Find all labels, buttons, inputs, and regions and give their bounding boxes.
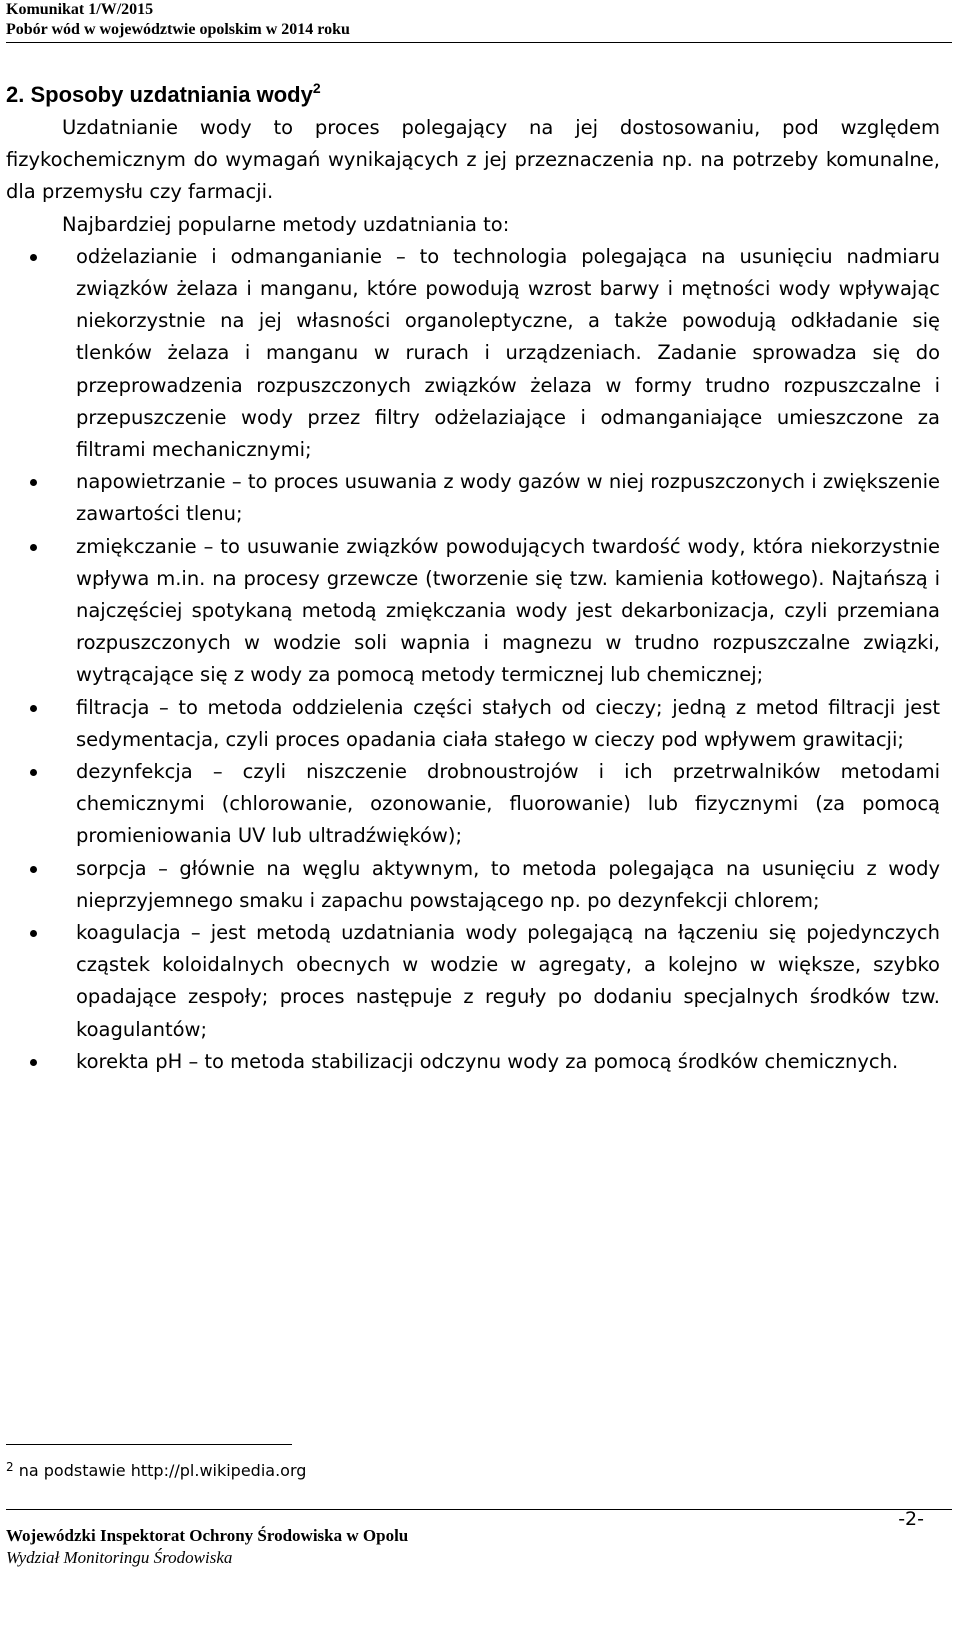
intro-paragraph: Uzdatnianie wody to proces polegający na jej dostosowaniu, pod względem fizykochemicznym do wymagań wynikających z jej przeznaczenia np. na potrzeby komunalne, dla przemysłu czy farmacji. <box>6 116 940 204</box>
list-item-text: koagulacja – jest metodą uzdatniania wody polegającą na łączeniu się pojedynczych cząstek koloidalnych obecnych w wodzie w agregaty, a kolejno w większe, szybko opadające zespoły; proces następuje z reguły po dodaniu specjalnych środków tzw. koagulantów; <box>76 921 940 1041</box>
list-item-text: filtracja – to metoda oddzielenia części stałych od cieczy; jedną z metod filtracji jest sedymentacja, czyli proces opadania ciała stałego w cieczy pod wpływem grawitacji; <box>76 695 940 751</box>
bullet-icon <box>30 254 37 261</box>
list-item-text: odżelazianie i odmanganianie – to technologia polegająca na usunięciu nadmiaru związków żelaza i manganu, które powodują wzrost barwy i mętności wody wpływając niekorzystnie na jej własności organoleptyczne, a także powodują odkładanie się tlenków żelaza i manganu w rurach i urządzeniach. Zadanie sprowadza się do przeprowadzenia rozpuszczonych związków żelaza w formy trudno rozpuszczalne i przepuszczenie wody przez filtry odżelaziające i odmanganiające umieszczone za filtrami mechanicznymi; <box>76 244 940 462</box>
bullet-icon <box>30 1059 37 1066</box>
footer-divider <box>6 1509 952 1510</box>
list-item-text: sorpcja – głównie na węglu aktywnym, to metoda polegająca na usunięciu z wody nieprzyjemnego smaku i zapachu powstającego np. po dezynfekcji chlorem; <box>76 856 940 912</box>
footer-department: Wydział Monitoringu Środowiska <box>6 1548 233 1567</box>
list-item <box>6 853 940 917</box>
list-item <box>6 692 940 756</box>
bullet-icon <box>30 705 37 712</box>
bullet-icon <box>30 866 37 873</box>
document-id: Komunikat 1/W/2015 <box>6 1 154 18</box>
page-number: -2- <box>898 1508 924 1530</box>
list-item-text: napowietrzanie – to proces usuwania z wody gazów w niej rozpuszczonych i zwiększenie zawartości tlenu; <box>76 470 940 526</box>
list-item <box>6 756 940 853</box>
list-item-text: korekta pH – to metoda stabilizacji odczynu wody za pomocą środków chemicznych. <box>76 1049 899 1073</box>
footnote-number: 2 <box>6 1460 14 1474</box>
list-item-text: dezynfekcja – czyli niszczenie drobnoustrojów i ich przetrwalników metodami chemicznymi (chlorowanie, ozonowanie, fluorowanie) lub fizycznymi (za pomocą promieniowania UV lub ultradźwięków); <box>76 760 940 848</box>
list-item-text: zmiękczanie – to usuwanie związków powodujących twardość wody, która niekorzystnie wpływa m.in. na procesy grzewcze (tworzenie się tzw. kamienia kotłowego). Najtańszą i najczęściej spotykaną metodą zmiękczania wody jest dekarbonizacja, czyli przemiana rozpuszczonych w wodzie soli wapnia i magnezu w trudno rozpuszczalne związki, wytrącające się z wody za pomocą metody termicznej lub chemicznej; <box>76 534 940 687</box>
list-item <box>6 917 940 1046</box>
list-item <box>6 241 940 466</box>
footnote-divider <box>6 1444 292 1445</box>
methods-intro: Najbardziej popularne metody uzdatniania to: <box>62 212 510 236</box>
section-title <box>6 78 940 112</box>
bullet-icon <box>30 544 37 551</box>
footnote <box>6 1460 306 1482</box>
methods-list <box>6 241 940 1078</box>
list-item <box>6 1046 940 1078</box>
footnote-text: na podstawie http://pl.wikipedia.org <box>13 1461 307 1480</box>
bullet-icon <box>30 479 37 486</box>
footnote-reference: 2 <box>312 80 321 96</box>
main-content <box>6 78 940 1078</box>
list-item <box>6 531 940 692</box>
document-title: Pobór wód w województwie opolskim w 2014 roku <box>6 21 350 38</box>
bullet-icon <box>30 769 37 776</box>
list-item <box>6 466 940 530</box>
page-header <box>6 0 952 43</box>
bullet-icon <box>30 930 37 937</box>
section-title-text: 2. Sposoby uzdatniania wody <box>6 82 313 107</box>
footer-organization: Wojewódzki Inspektorat Ochrony Środowiska w Opolu <box>6 1526 409 1545</box>
